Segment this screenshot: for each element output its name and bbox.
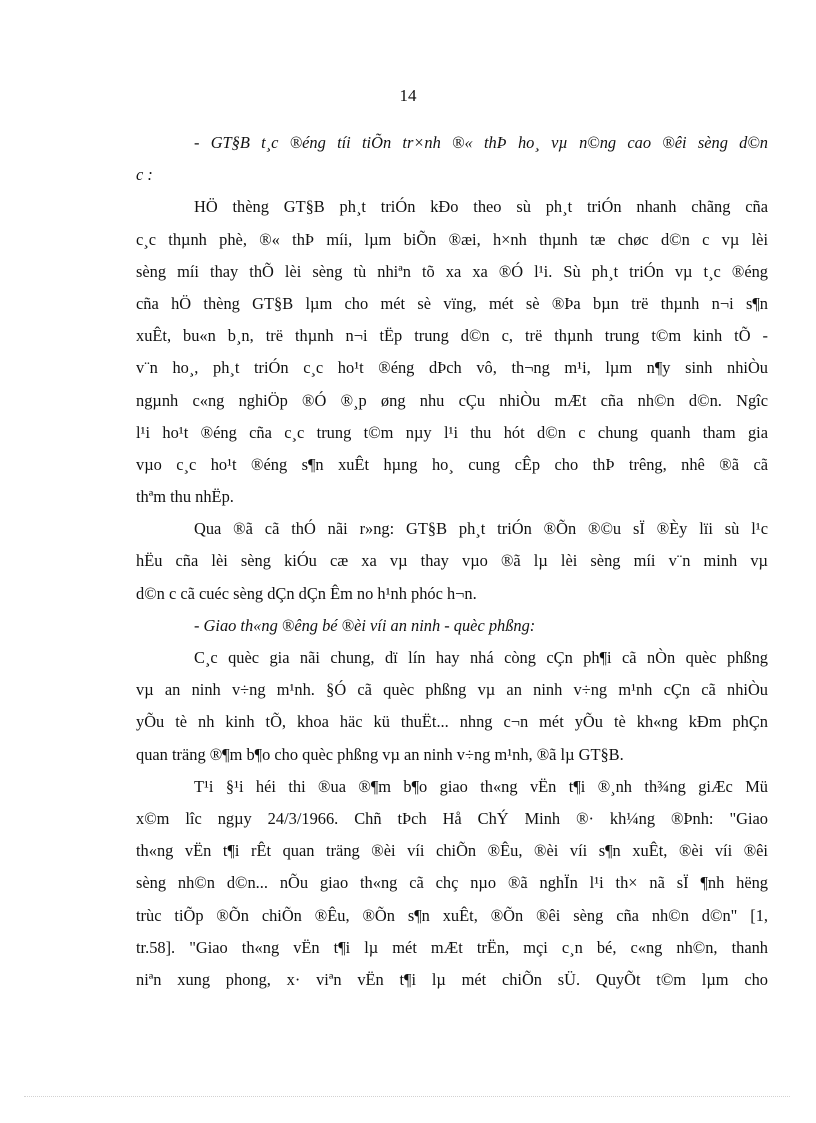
text-line: ngµnh c«ng nghiÖp ®Ó ®¸p øng nhu cÇu nhiÒu mÆt cña nh©n d©n. Ngîc [136, 390, 768, 410]
text-line: C¸c quèc gia nãi chung, dï lín hay nhá còng cÇn ph¶i cã nÒn quèc phßng [194, 648, 768, 667]
text-line: thªm thu nhËp. [136, 487, 234, 507]
text-line: vµo c¸c ho¹t ®éng s¶n xuÊt hµng ho¸ cung cÊp cho thÞ trêng, nhê ®ã cã [136, 454, 768, 474]
text-line: d©n c cã cuéc sèng dÇn dÇn Êm no h¹nh phóc h¬n. [136, 583, 477, 603]
text-line: cña hÖ thèng GT§B lµm cho mét sè vïng, mét sè ®Þa bµn trë thµnh n¬i s¶n [136, 293, 768, 313]
text-line: trùc tiÕp ®Õn chiÕn ®Êu, ®Õn s¶n xuÊt, ®Õn ®êi sèng cña nh©n d©n" [1, [136, 905, 768, 925]
text-line: v¨n ho¸, ph¸t triÓn c¸c ho¹t ®éng dÞch vô, th¬ng m¹i, lµm n¶y sinh nhiÒu [136, 358, 768, 378]
text-line: yÕu tè nh kinh tÕ, khoa häc kü thuËt... nhng c¬n mét yÕu tè kh«ng kÐm phÇn [136, 712, 768, 732]
text-line: tr.58]. "Giao th«ng vËn t¶i lµ mét mÆt trËn, mçi c¸n bé, c«ng nh©n, thanh [136, 937, 768, 957]
text-line: sèng nh©n d©n... nÕu giao th«ng cã chç nµo ®ã nghÏn l¹i th× nã sÏ ¶nh hëng [136, 873, 768, 893]
text-line: c¸c thµnh phè, ®« thÞ míi, lµm biÕn ®æi, h×nh thµnh tæ chøc d©n c vµ lèi [136, 229, 768, 249]
text-line: xuÊt, bu«n b¸n, trë thµnh n¬i tËp trung d©n c, trë thµnh trung t©m kinh tÕ - [136, 326, 768, 346]
text-line: T¹i §¹i héi thi ®ua ®¶m b¶o giao th«ng vËn t¶i ®¸nh th¾ng giÆc Mü [194, 776, 768, 796]
text-line: sèng míi thay thÕ lèi sèng tù nhiªn tõ xa xa ®Ó l¹i. Sù ph¸t triÓn vµ t¸c ®éng [136, 261, 768, 281]
document-body [136, 127, 768, 996]
text-line: quan träng ®¶m b¶o cho quèc phßng vµ an ninh v÷ng m¹nh, ®ã lµ GT§B. [136, 744, 624, 764]
text-line: Qua ®ã cã thÓ nãi r»ng: GT§B ph¸t triÓn ®Õn ®©u sÏ ®Èy lïi sù l¹c [194, 519, 768, 539]
text-line: x©m lîc ngµy 24/3/1966. Chñ tÞch Hå ChÝ Minh ®· kh¼ng ®Þnh: "Giao [136, 808, 768, 828]
footer-divider [24, 1096, 790, 1097]
text-line: l¹i ho¹t ®éng cña c¸c trung t©m nµy l¹i thu hót d©n c chung quanh tham gia [136, 422, 768, 442]
text-line: niªn xung phong, x· viªn vËn t¶i lµ mét chiÕn sÜ. QuyÕt t©m lµm cho [136, 969, 768, 989]
text-line: hËu cña lèi sèng kiÓu cæ xa vµ thay vµo ®ã lµ lèi sèng míi v¨n minh vµ [136, 551, 768, 571]
text-line: HÖ thèng GT§B ph¸t triÓn kÐo theo sù ph¸t triÓn nhanh chãng cña [194, 197, 768, 217]
page-number: 14 [399, 86, 417, 105]
text-line: vµ an ninh v÷ng m¹nh. §Ó cã quèc phßng vµ an ninh v÷ng m¹nh cÇn cã nhiÒu [136, 680, 768, 700]
text-line: th«ng vËn t¶i rÊt quan träng ®èi víi chiÕn ®Êu, ®èi víi s¶n xuÊt, ®èi víi ®êi [136, 841, 768, 861]
section-heading: - Giao th«ng ®êng bé ®èi víi an ninh - quèc phßng: [194, 615, 536, 635]
text-line: c : [136, 165, 153, 185]
text-line: - GT§B t¸c ®éng tíi tiÕn tr×nh ®« thÞ ho¸ vµ n©ng cao ®êi sèng d©n [194, 133, 768, 152]
